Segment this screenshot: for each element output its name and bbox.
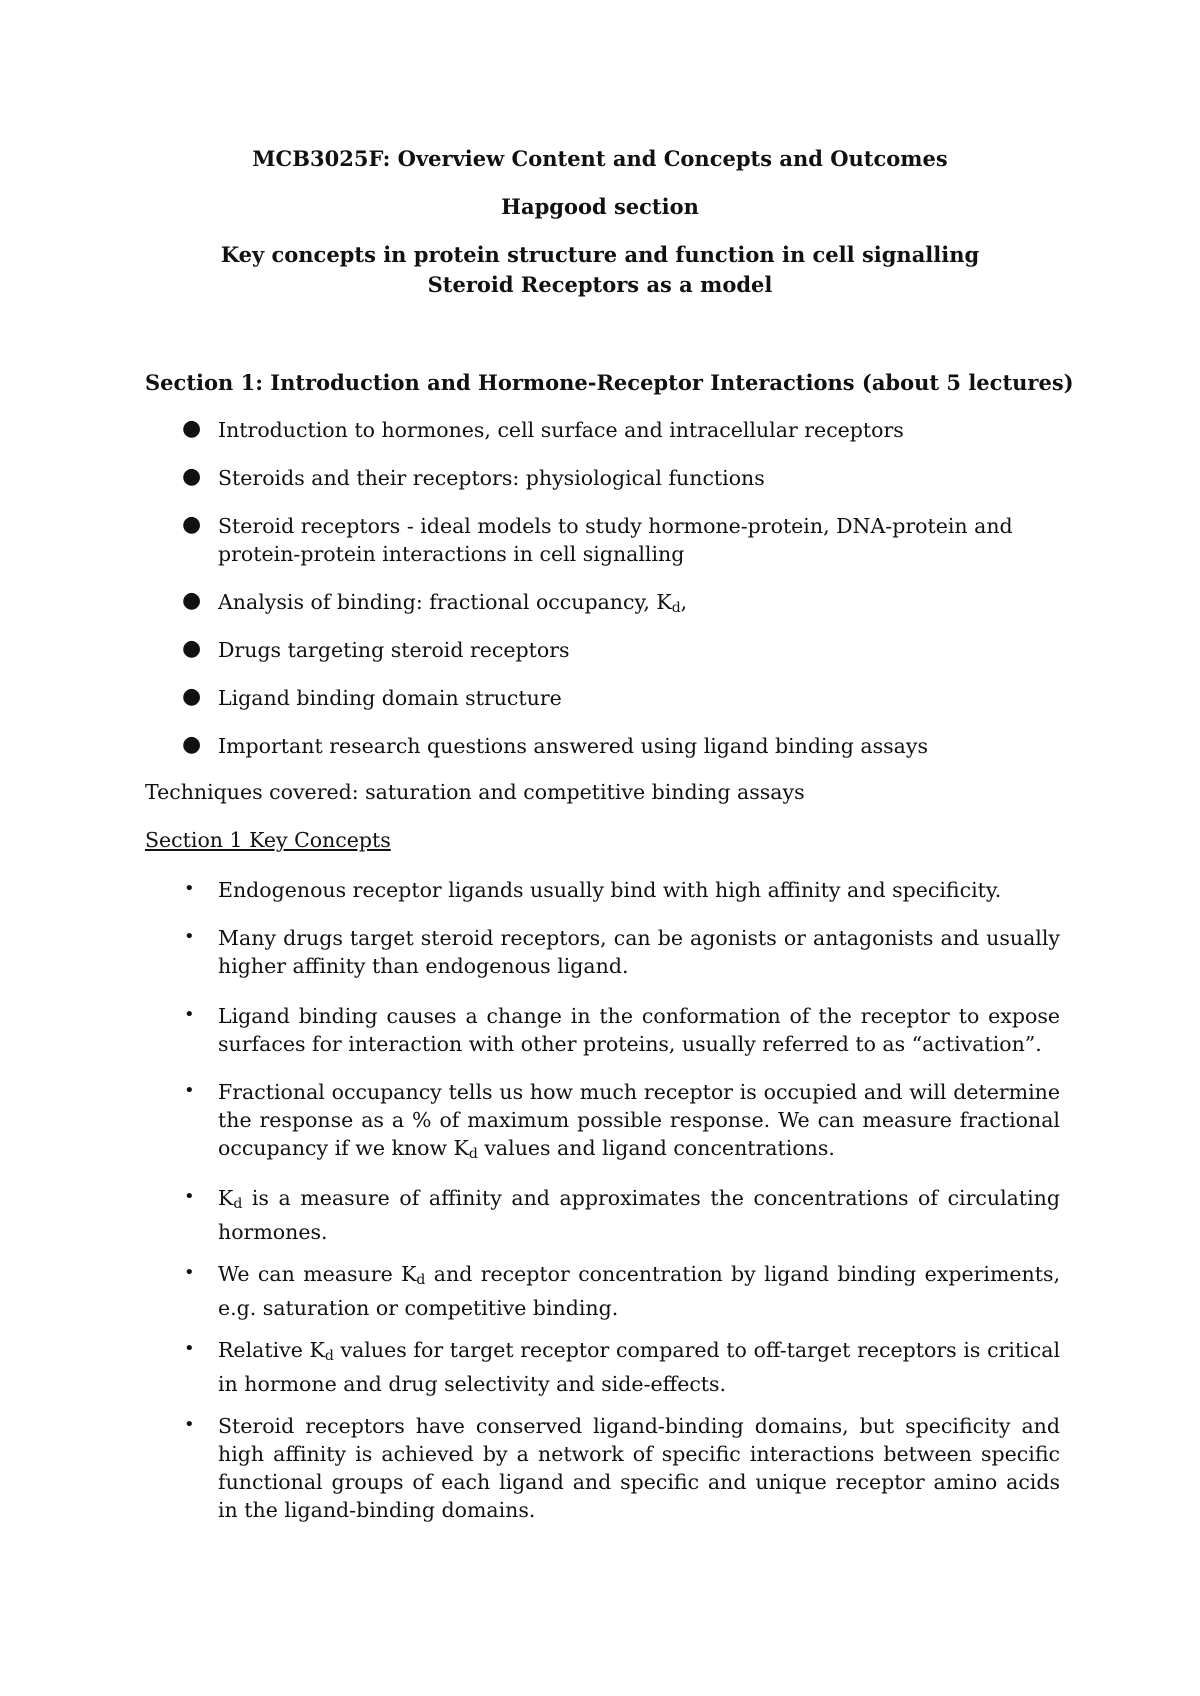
bullet-dot: • [184, 1004, 195, 1025]
concept-item: Many drugs target steroid receptors, can be agonists or antagonists and usually higher affinity than endogenous ligand. [218, 926, 1060, 978]
topic-line-2: Steroid Receptors as a model [427, 272, 773, 297]
list-item: Analysis of binding: fractional occupancy, $K_d$, [218, 590, 688, 616]
concept-item: Endogenous receptor ligands usually bind with high affinity and specificity. [218, 878, 1002, 902]
concept-item: Steroid receptors have conserved ligand-binding domains, but specificity and high affinity is achieved by a network of specific interactions between specific functional groups of each ligand and specific and unique receptor amino acids in the ligand-binding domains. [218, 1414, 1060, 1522]
bullet-dot: • [184, 926, 195, 947]
section1-heading: Section 1: Introduction and Hormone-Receptor Interactions (about 5 lectures) [145, 370, 1074, 395]
techniques-covered: Techniques covered: saturation and competitive binding assays [145, 780, 805, 804]
section-author: Hapgood section [501, 194, 699, 219]
topic-line-1: Key concepts in protein structure and function in cell signalling [220, 242, 980, 267]
concept-item: We can measure $K_d$ and receptor concentration by ligand binding experiments, e.g. saturation or competitive binding. [218, 1262, 1060, 1320]
list-item: Important research questions answered using ligand binding assays [218, 734, 928, 758]
bullet-dot: • [184, 878, 195, 899]
bullet-dot: ● [182, 636, 202, 661]
bullet-dot: • [184, 1262, 195, 1283]
bullet-dot: ● [182, 732, 202, 757]
bullet-dot: ● [182, 684, 202, 709]
list-item: Introduction to hormones, cell surface and intracellular receptors [218, 418, 904, 442]
bullet-dot: ● [182, 512, 202, 537]
concept-item: Relative $K_d$ values for target receptor compared to off-target receptors is critical in hormone and drug selectivity and side-effects. [218, 1338, 1060, 1396]
bullet-dot: ● [182, 588, 202, 613]
list-item: Drugs targeting steroid receptors [218, 638, 570, 662]
bullet-dot: • [184, 1338, 195, 1359]
bullet-dot: ● [182, 464, 202, 489]
concept-item: $K_d$ is a measure of affinity and approximates the concentrations of circulating hormones. [218, 1186, 1060, 1244]
list-item: Steroid receptors - ideal models to study hormone-protein, DNA-protein and protein-protein interactions in cell signalling [218, 514, 1013, 566]
list-item: Steroids and their receptors: physiological functions [218, 466, 765, 490]
list-item: Ligand binding domain structure [218, 686, 562, 710]
bullet-dot: • [184, 1414, 195, 1435]
bullet-dot: ● [182, 416, 202, 441]
document-title: MCB3025F: Overview Content and Concepts and Outcomes [252, 146, 948, 171]
concept-item: Ligand binding causes a change in the conformation of the receptor to expose surfaces for interaction with other proteins, usually referred to as “activation”. [218, 1004, 1060, 1056]
concept-item: Fractional occupancy tells us how much receptor is occupied and will determine the response as a % of maximum possible response. We can measure fractional occupancy if we know $K_d$ values and ligand concentrations. [218, 1080, 1060, 1162]
key-concepts-heading: Section 1 Key Concepts [145, 828, 391, 852]
bullet-dot: • [184, 1080, 195, 1101]
bullet-dot: • [184, 1186, 195, 1207]
